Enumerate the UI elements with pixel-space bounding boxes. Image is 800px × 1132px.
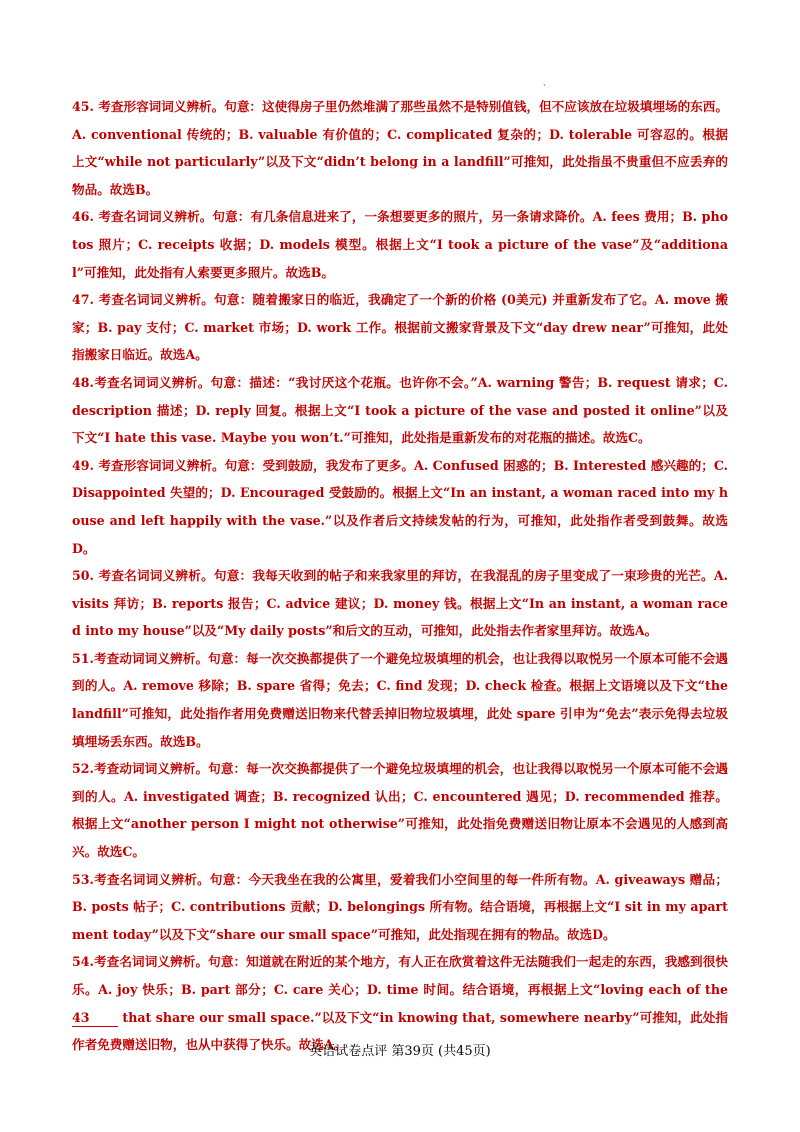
explanation-54-before: 54.考查名词词义辨析。句意：知道就在附近的某个地方，有人正在欣赏着这件无法随我们一起走的东西，我感到很快乐。A. joy 快乐；B. part 部分；C. care 关心；D. time 时间。结合语境，再根据上文“loving each of the (72, 954, 728, 997)
explanation-53: 53.考查名词词义辨析。句意：今天我坐在我的公寓里，爱着我们小空间里的每一件所有物。A. giveaways 赠品；B. posts 帖子；C. contributions 贡献；D. belongings 所有物。结合语境，再根据上文“I sit in my apartment today”以及下文“share our small space”可推知，此处指现在拥有的物品。故选D。 (72, 871, 728, 942)
page-footer: 英语试卷点评 第39页 (共45页) (309, 1044, 491, 1059)
explanation-51: 51.考查动词词义辨析。句意：每一次交换都提供了一个避免垃圾填埋的机会，也让我得以取悦另一个原本可能不会遇到的人。A. remove 移除；B. spare 省得；免去；C. find 发现；D. check 检查。根据上文语境以及下文“the landfill”可推知，此处指作者用免费赠送旧物来代替丢掉旧物垃圾填埋，此处 spare 引申为“免去”表示免得去垃圾填埋场丢东西。故选B。 (72, 650, 728, 749)
explanation-48: 48.考查名词词义辨析。句意：描述：“我讨厌这个花瓶。也许你不会。”A. warning 警告；B. request 请求；C. description 描述；D. reply 回复。根据上文“I took a picture of the vase and posted it online”以及下文“I hate this vase. Maybe you won’t.”可推知，此处指是重新发布的对花瓶的描述。故选C。 (72, 374, 728, 446)
explanation-50: 50. 考查名词词义辨析。句意：我每天收到的帖子和来我家里的拜访，在我混乱的房子里变成了一束珍贵的光芒。A. visits 拜访；B. reports 报告；C. advice 建议；D. money 钱。根据上文“In an instant, a woman raced into my house”以及“My daily posts”和后文的互动，可推知，此处指去作者家里拜访。故选A。 (72, 568, 728, 639)
answer-explanations (72, 93, 728, 1059)
explanation-52: 52.考查动词词义辨析。句意：每一次交换都提供了一个避免垃圾填埋的机会，也让我得以取悦另一个原本可能不会遇到的人。A. investigated 调查；B. recognized 认出；C. encountered 遇见；D. recommended 推荐。根据上文“another person I might not otherwise”可推知，此处指免费赠送旧物让原本不会遇见的人感到高兴。故选C。 (72, 761, 728, 860)
scan-tick-mark: ˎ (543, 76, 547, 87)
explanation-49: 49. 考查形容词词义辨析。句意：受到鼓励，我发布了更多。A. Confused 困惑的；B. Interested 感兴趣的；C. Disappointed 失望的；D. Encouraged 受鼓励的。根据上文“In an instant, a woman raced into my house and left happily with the vase.”以及作者后文持续发帖的行为，可推知，此处指作者受到鼓舞。故选D。 (72, 457, 728, 556)
explanation-46: 46. 考查名词词义辨析。句意：有几条信息进来了，一条想要更多的照片，另一条请求降价。A. fees 费用；B. photos 照片；C. receipts 收据；D. models 模型。根据上文“I took a picture of the vase”及“additional”可推知，此处指有人索要更多照片。故选B。 (72, 209, 728, 280)
explanation-54-after: that share our small space.”以及下文“in knowing that, somewhere nearby”可推知，此处指作者免费赠送旧物，也从中获得了快乐。故选A。 (72, 1009, 728, 1053)
fill-blank-number: 43 (72, 1010, 118, 1027)
explanation-47: 47. 考查名词词义辨析。句意：随着搬家日的临近，我确定了一个新的价格 (0美元) 并重新发布了它。A. move 搬家；B. pay 支付；C. market 市场；D. work 工作。根据前文搬家背景及下文“day drew near”可推知，此处指搬家日临近。故选A。 (72, 292, 728, 363)
explanation-45: 45. 考查形容词词义辨析。句意：这使得房子里仍然堆满了那些虽然不是特别值钱，但不应该放在垃圾填埋场的东西。A. conventional 传统的；B. valuable 有价值的；C. complicated 复杂的；D. tolerable 可容忍的。根据上文“while not particularly”以及下文“didn’t belong in a landfill”可推知，此处指虽不贵重但不应丢弃的物品。故选B。 (72, 99, 728, 197)
